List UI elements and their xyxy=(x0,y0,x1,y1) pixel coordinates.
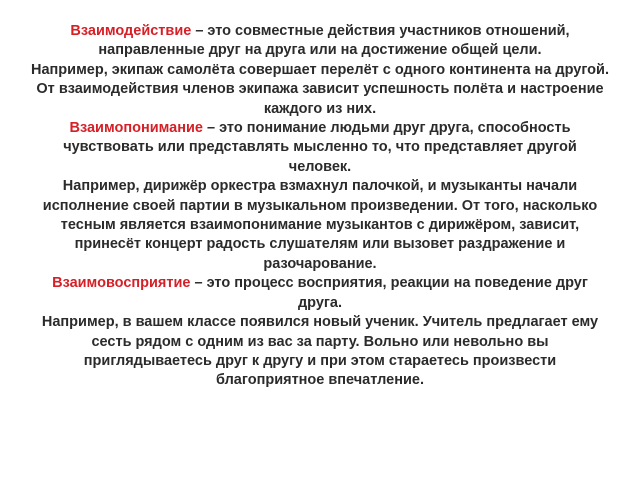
definition-text: – это понимание людьми друг друга, способность чувствовать или представлять мысленно то, что представляет другой человек. xyxy=(63,120,577,175)
example-interaction: Например, экипаж самолёта совершает перелёт с одного континента на другой. От взаимодействия членов экипажа зависит успешность полёта и настроение каждого из них. xyxy=(31,61,609,117)
definition-text: – это совместные действия участников отношений, направленные друг на друга или на достижение общей цели. xyxy=(98,23,570,59)
term-interaction: Взаимодействие xyxy=(70,23,192,39)
definition-understanding xyxy=(30,119,610,177)
term-perception: Взаимовосприятие xyxy=(52,275,191,292)
definition-perception xyxy=(30,274,610,313)
term-understanding: Взаимопонимание xyxy=(69,120,203,137)
example-perception: Например, в вашем классе появился новый ученик. Учитель предлагает ему сесть рядом с одним из вас за парту. Вольно или невольно вы приглядываетесь друг к другу и при этом стараетесь произвести благоприятное впечатление. xyxy=(41,314,599,389)
example-understanding: Например, дирижёр оркестра взмахнул палочкой, и музыканты начали исполнение своей партии в музыкальном произведении. От того, насколько тесным является взаимопонимание музыкантов с дирижёром, зависит, принесёт концерт радость слушателям или вызовет раздражение и разочарование. xyxy=(42,178,598,272)
slide-content xyxy=(30,22,610,391)
definition-interaction xyxy=(30,22,610,61)
definition-text: – это процесс восприятия, реакции на поведение друг друга. xyxy=(190,275,588,311)
